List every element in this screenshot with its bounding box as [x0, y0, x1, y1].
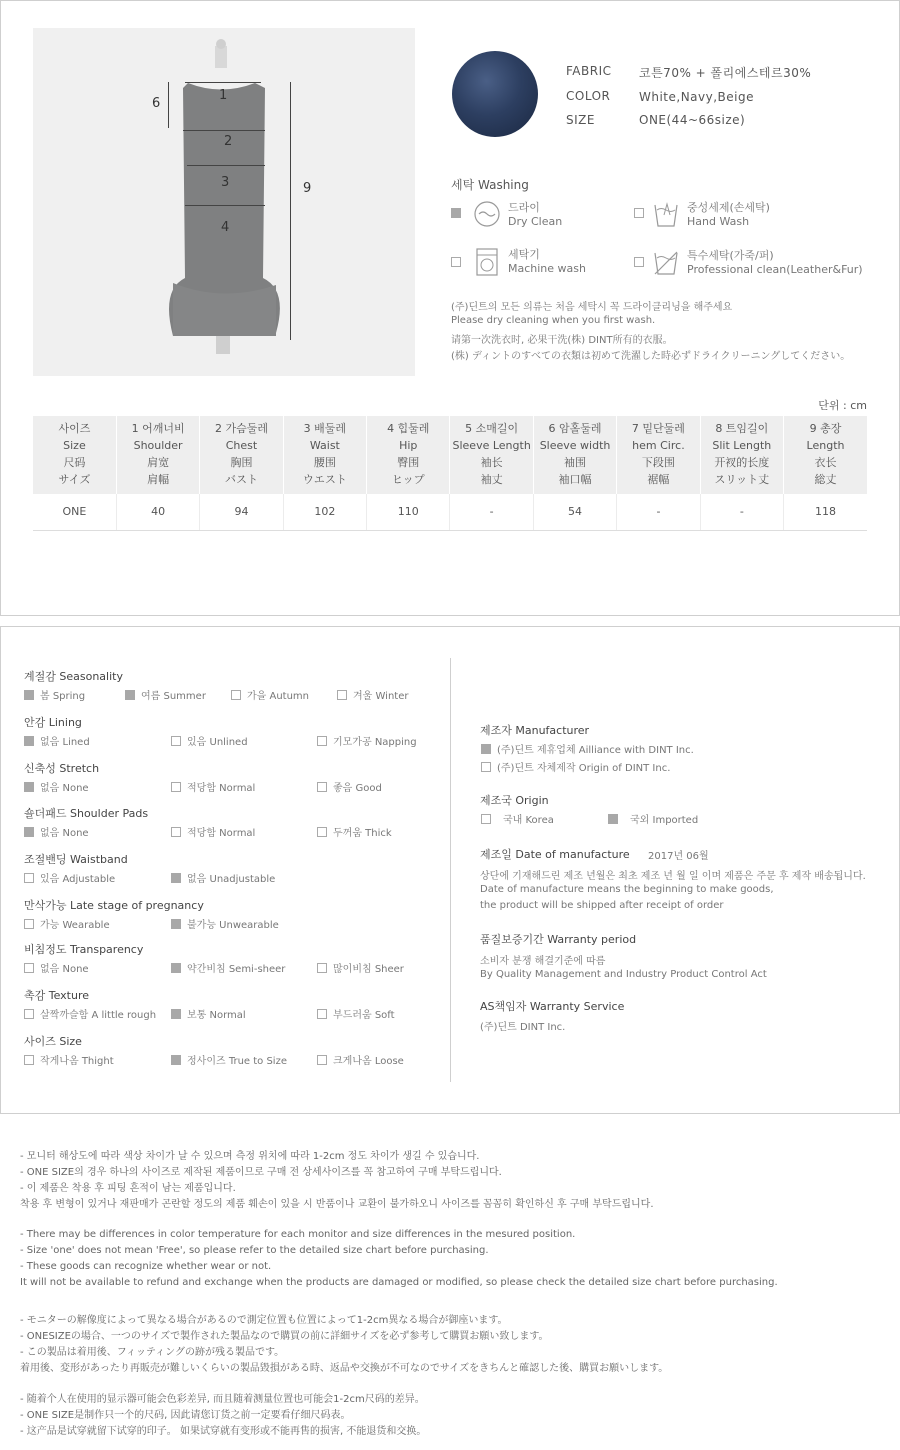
- option-checkbox[interactable]: [337, 690, 347, 700]
- table-cell: 118: [784, 494, 867, 530]
- washing-note-en: Please dry cleaning when you first wash.: [451, 315, 656, 326]
- size-header-col: 3 배둘레 Waist 腰围 ウエスト: [283, 416, 366, 494]
- note-line: - There may be differences in color temperature for each monitor and size differences in the mesured position.: [20, 1229, 576, 1240]
- dry-clean-icon: [473, 200, 501, 228]
- attribute-option[interactable]: 없음 None: [24, 779, 89, 794]
- note-line: - 随着个人在使用的显示器可能会色彩差异, 而且随着测量位置也可能会1-2cm尺码的差异。: [20, 1394, 425, 1405]
- date-note-3: the product will be shipped after receipt of order: [480, 900, 724, 911]
- machine-wash-icon: [475, 247, 499, 277]
- fabric-value: 코튼70% + 폴리에스테르30%: [639, 66, 812, 80]
- table-cell: -: [617, 494, 700, 530]
- measure-2-label: 2: [224, 134, 233, 149]
- option-checkbox[interactable]: [125, 690, 135, 700]
- attribute-option[interactable]: 봄 Spring: [24, 687, 85, 702]
- measure-4-label: 4: [221, 220, 230, 235]
- unit-label: 단위 : cm: [818, 399, 867, 412]
- size-header-col: 7 밑단둘레 hem Circ. 下段围 裾幅: [617, 416, 700, 494]
- table-cell: 94: [200, 494, 283, 530]
- hand-wash-label: 중성세제(손세탁) Hand Wash: [687, 201, 770, 228]
- size-header-col: 2 가슴둘레 Chest 胸围 バスト: [200, 416, 283, 494]
- attribute-option[interactable]: 있음 Adjustable: [24, 870, 115, 885]
- size-header-col: 9 총장 Length 衣长 総丈: [784, 416, 867, 494]
- as-title: AS책임자 Warranty Service: [480, 1000, 625, 1013]
- table-cell: -: [700, 494, 783, 530]
- size-header-col: 1 어깨너비 Shoulder 肩宽 肩幅: [116, 416, 199, 494]
- table-cell: 102: [283, 494, 366, 530]
- attribute-option[interactable]: 크게나옴 Loose: [317, 1052, 404, 1067]
- note-line: 착용 후 변형이 있거나 재판매가 곤란할 정도의 제품 훼손이 있을 시 반품이나 교환이 불가하오니 사이즈를 꼼꼼히 확인하신 후 구매 부탁드립니다.: [20, 1199, 654, 1210]
- table-row: [33, 494, 867, 530]
- option-checkbox[interactable]: [171, 919, 181, 929]
- option-checkbox[interactable]: [171, 963, 181, 973]
- table-cell: -: [450, 494, 533, 530]
- origin-korea-checkbox[interactable]: [481, 814, 491, 824]
- size-value: ONE(44~66size): [639, 113, 746, 127]
- fabric-label: FABRIC: [566, 64, 612, 78]
- attribute-option[interactable]: 살짝까슬함 A little rough: [24, 1006, 156, 1021]
- attribute-title: 신축성 Stretch: [24, 762, 100, 775]
- option-checkbox[interactable]: [171, 873, 181, 883]
- professional-clean-icon: [652, 247, 680, 277]
- professional-clean-checkbox[interactable]: [634, 257, 644, 267]
- manufacturer-title: 제조자 Manufacturer: [480, 724, 590, 737]
- option-checkbox[interactable]: [171, 1009, 181, 1019]
- attribute-option[interactable]: 겨울 Winter: [337, 687, 408, 702]
- attribute-option[interactable]: 보통 Normal: [171, 1006, 246, 1021]
- note-line: - ONESIZEの場合、一つのサイズで製作された製品なので購買の前に詳細サイズを必ず参考して購買お願い致します。: [20, 1331, 549, 1342]
- date-value: 2017년 06월: [648, 851, 709, 862]
- origin-option-korea[interactable]: 국내 Korea: [481, 811, 554, 826]
- professional-clean-label: 특수세탁(가죽/퍼) Professional clean(Leather&Fur): [687, 249, 863, 276]
- machine-wash-label: 세탁기 Machine wash: [508, 248, 586, 275]
- size-header-col: 5 소매길이 Sleeve Length 袖长 袖丈: [450, 416, 533, 494]
- size-header-col: 사이즈 Size 尺码 サイズ: [33, 416, 116, 494]
- attribute-title: 계절감 Seasonality: [24, 670, 123, 683]
- attribute-option[interactable]: 없음 Unadjustable: [171, 870, 275, 885]
- option-checkbox[interactable]: [24, 1055, 34, 1065]
- hand-wash-checkbox[interactable]: [634, 208, 644, 218]
- note-line: - 이 제품은 착용 후 피팅 흔적이 남는 제품입니다.: [20, 1183, 236, 1194]
- dress-diagram: [33, 28, 415, 376]
- attribute-title: 비침정도 Transparency: [24, 943, 144, 956]
- option-checkbox[interactable]: [24, 919, 34, 929]
- manufacturer-alliance-checkbox[interactable]: [481, 744, 491, 754]
- note-line: - 모니터 해상도에 따라 색상 차이가 날 수 있으며 측정 위치에 따라 1-2cm 정도 차이가 생길 수 있습니다.: [20, 1151, 480, 1162]
- manufacturer-option-alliance[interactable]: (주)딘트 제휴업체 Ailliance with DINT Inc.: [481, 741, 694, 756]
- option-checkbox[interactable]: [24, 736, 34, 746]
- washing-title: 세탁 Washing: [451, 178, 529, 192]
- option-checkbox[interactable]: [317, 963, 327, 973]
- as-value: (주)딘트 DINT Inc.: [480, 1022, 566, 1033]
- option-checkbox[interactable]: [24, 963, 34, 973]
- attribute-option[interactable]: 약간비침 Semi-sheer: [171, 960, 285, 975]
- option-checkbox[interactable]: [317, 827, 327, 837]
- option-checkbox[interactable]: [24, 1009, 34, 1019]
- note-line: - この製品は着用後、フィッティングの跡が残る製品です。: [20, 1347, 285, 1358]
- size-header-col: 6 암홀둘레 Sleeve width 袖围 袖口幅: [533, 416, 616, 494]
- table-cell: 40: [116, 494, 199, 530]
- note-line: 着用後、変形があったり再販売が難しいくらいの製品毀損がある時、返品や交換が不可なのでサイズをきちんと確認した後、購買お願いします。: [20, 1363, 669, 1374]
- option-checkbox[interactable]: [24, 827, 34, 837]
- attribute-title: 안감 Lining: [24, 716, 82, 729]
- size-header-col: 8 트임길이 Slit Length 开衩的长度 スリット丈: [700, 416, 783, 494]
- date-note-1: 상단에 기재해드린 제조 년월은 최초 제조 년 월 일 이며 제품은 주문 후 제작 배송됩니다.: [480, 871, 866, 882]
- table-cell: ONE: [33, 494, 116, 530]
- attribute-option[interactable]: 정사이즈 True to Size: [171, 1052, 287, 1067]
- manufacturer-option-origin[interactable]: (주)딘트 자체제작 Origin of DINT Inc.: [481, 759, 670, 774]
- color-value: White,Navy,Beige: [639, 90, 755, 104]
- size-table: [33, 416, 867, 531]
- option-checkbox[interactable]: [317, 736, 327, 746]
- attribute-option[interactable]: 적당함 Normal: [171, 779, 255, 794]
- measure-9-label: 9: [303, 181, 312, 196]
- washing-note-kr: (주)딘트의 모든 의류는 처음 세탁시 꼭 드라이클리닝을 해주세요: [451, 302, 733, 313]
- date-note-2: Date of manufacture means the beginning to make goods,: [480, 884, 774, 895]
- origin-title: 제조국 Origin: [480, 794, 549, 807]
- note-line: - 这产品是试穿就留下试穿的印子。 如果试穿就有变形或不能再售的损害, 不能退货和交换。: [20, 1426, 427, 1437]
- attribute-title: 만삭가능 Late stage of pregnancy: [24, 899, 204, 912]
- attribute-option[interactable]: 불가능 Unwearable: [171, 916, 279, 931]
- divider: [450, 658, 451, 1082]
- warranty-title: 품질보증기간 Warranty period: [480, 933, 637, 946]
- option-checkbox[interactable]: [171, 782, 181, 792]
- attribute-title: 촉감 Texture: [24, 989, 90, 1002]
- manufacturer-origin-checkbox[interactable]: [481, 762, 491, 772]
- measure-6-label: 6: [152, 96, 161, 111]
- attribute-option[interactable]: 작게나옴 Thight: [24, 1052, 114, 1067]
- dry-clean-checkbox[interactable]: [451, 208, 461, 218]
- option-checkbox[interactable]: [171, 1055, 181, 1065]
- hand-wash-icon: [652, 199, 680, 229]
- machine-wash-checkbox[interactable]: [451, 257, 461, 267]
- size-header-col: 4 힙둘레 Hip 臀围 ヒップ: [367, 416, 450, 494]
- origin-imported-checkbox[interactable]: [608, 814, 618, 824]
- note-line: - モニターの解像度によって異なる場合があるので測定位置も位置によって1-2cm異なる場合が御座います。: [20, 1315, 508, 1326]
- attribute-option[interactable]: 적당함 Normal: [171, 824, 255, 839]
- option-checkbox[interactable]: [24, 782, 34, 792]
- measure-3-label: 3: [221, 175, 230, 190]
- attribute-title: 사이즈 Size: [24, 1035, 82, 1048]
- note-line: - Size 'one' does not mean 'Free', so please refer to the detailed size chart before purchasing.: [20, 1245, 489, 1256]
- option-checkbox[interactable]: [317, 1009, 327, 1019]
- attribute-option[interactable]: 기모가공 Napping: [317, 733, 417, 748]
- washing-note-cn: 请第一次洗衣时, 必果干洗(株) DINT所有的衣服。: [451, 335, 673, 346]
- fabric-swatch: [452, 51, 538, 137]
- dress-illustration: [33, 28, 415, 376]
- table-cell: 110: [367, 494, 450, 530]
- color-label: COLOR: [566, 89, 611, 103]
- washing-note-jp: (株) ディントのすべての衣類は初めて洗濯した時必ずドライクリーニングしてください。: [451, 351, 851, 362]
- note-line: It will not be available to refund and exchange when the products are damaged or modified, so please check the detailed size chart before purchasing.: [20, 1277, 778, 1288]
- warranty-note-1: 소비자 분쟁 해결기준에 따름: [480, 956, 606, 967]
- size-table-header: [33, 416, 867, 494]
- attribute-title: 숄더패드 Shoulder Pads: [24, 807, 149, 820]
- dry-clean-label: 드라이 Dry Clean: [508, 201, 563, 228]
- note-line: - ONE SIZE의 경우 하나의 사이즈로 제작된 제품이므로 구매 전 상세사이즈를 꼭 참고하여 구매 부탁드립니다.: [20, 1167, 502, 1178]
- attribute-option[interactable]: 없음 Lined: [24, 733, 90, 748]
- measure-1-label: 1: [219, 88, 228, 103]
- attribute-option[interactable]: 가을 Autumn: [231, 687, 309, 702]
- origin-option-imported[interactable]: 국외 Imported: [608, 811, 698, 826]
- size-label: SIZE: [566, 113, 595, 127]
- note-line: - These goods can recognize whether wear or not.: [20, 1261, 272, 1272]
- table-cell: 54: [533, 494, 616, 530]
- attribute-option[interactable]: 있음 Unlined: [171, 733, 248, 748]
- attribute-option[interactable]: 가능 Wearable: [24, 916, 110, 931]
- attribute-title: 조절밴딩 Waistband: [24, 853, 128, 866]
- attribute-option[interactable]: 없음 None: [24, 960, 89, 975]
- attribute-option[interactable]: 여름 Summer: [125, 687, 206, 702]
- attribute-option[interactable]: 좋음 Good: [317, 779, 382, 794]
- option-checkbox[interactable]: [171, 736, 181, 746]
- date-title: 제조일 Date of manufacture: [480, 848, 630, 861]
- option-checkbox[interactable]: [171, 827, 181, 837]
- attribute-option[interactable]: 많이비침 Sheer: [317, 960, 404, 975]
- option-checkbox[interactable]: [317, 782, 327, 792]
- note-line: - ONE SIZE是制作只一个的尺码, 因此请您订货之前一定要看仔细尺码表。: [20, 1410, 351, 1421]
- option-checkbox[interactable]: [231, 690, 241, 700]
- option-checkbox[interactable]: [317, 1055, 327, 1065]
- attribute-option[interactable]: 부드러움 Soft: [317, 1006, 395, 1021]
- attribute-option[interactable]: 없음 None: [24, 824, 89, 839]
- attribute-option[interactable]: 두꺼움 Thick: [317, 824, 392, 839]
- option-checkbox[interactable]: [24, 873, 34, 883]
- option-checkbox[interactable]: [24, 690, 34, 700]
- warranty-note-2: By Quality Management and Industry Product Control Act: [480, 969, 767, 980]
